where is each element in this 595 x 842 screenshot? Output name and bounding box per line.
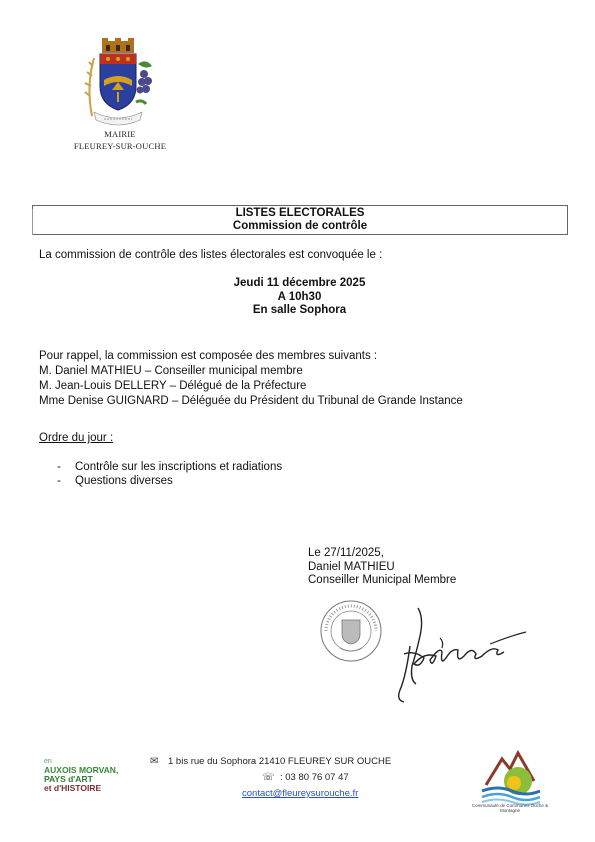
phone-icon: ☏ bbox=[262, 772, 275, 783]
envelope-icon: ✉ bbox=[150, 756, 159, 767]
handwritten-signature bbox=[380, 606, 530, 706]
commune-name: FLEUREY-SUR-OUCHE bbox=[73, 141, 167, 151]
signature-date: Le 27/11/2025, bbox=[308, 547, 384, 559]
signatory-role: Conseiller Municipal Membre bbox=[308, 574, 457, 586]
agenda-item: - Questions diverses bbox=[57, 474, 282, 488]
footer-address: 1 bis rue du Sophora 21410 FLEUREY SUR OUCHE bbox=[168, 756, 392, 767]
convocation-intro: La commission de contrôle des listes électorales est convoquée le : bbox=[39, 249, 383, 261]
signatory-name: Daniel MATHIEU bbox=[308, 560, 395, 573]
coat-of-arms-icon bbox=[78, 36, 158, 128]
members-intro: Pour rappel, la commission est composée des membres suivants : bbox=[39, 350, 378, 362]
footer-phone: : 03 80 76 07 47 bbox=[280, 772, 349, 783]
member-item: M. Jean-Louis DELLERY – Délégué de la Préfecture bbox=[39, 380, 307, 392]
mairie-stamp-icon bbox=[318, 598, 384, 664]
meeting-date: Jeudi 11 décembre 2025 bbox=[233, 277, 366, 289]
logo-line-2: PAYS d'ART bbox=[44, 774, 93, 784]
document-subtitle: Commission de contrôle bbox=[232, 220, 368, 232]
signature-block bbox=[308, 547, 456, 588]
logo-line-3: et d'HISTOIRE bbox=[44, 783, 102, 793]
auxois-morvan-logo bbox=[44, 757, 144, 793]
logo-line-1: AUXOIS MORVAN, bbox=[44, 765, 119, 775]
agenda-item: - Contrôle sur les inscriptions et radiations bbox=[57, 460, 282, 474]
document-title: LISTES ELECTORALES bbox=[235, 207, 365, 219]
logo-prefix: en bbox=[44, 758, 52, 765]
member-item: M. Daniel MATHIEU – Conseiller municipal membre bbox=[39, 365, 303, 377]
document-title-box bbox=[32, 205, 568, 235]
meeting-details bbox=[0, 277, 595, 318]
members-section bbox=[39, 349, 463, 409]
agenda-list bbox=[57, 460, 282, 488]
meeting-time: A 10h30 bbox=[277, 290, 322, 303]
ouche-montagne-caption: Communauté de Communes Ouche & Montagne bbox=[471, 803, 549, 813]
mairie-heading bbox=[55, 128, 185, 152]
agenda-heading: Ordre du jour : bbox=[39, 432, 114, 444]
meeting-place: En salle Sophora bbox=[252, 304, 347, 316]
contact-footer bbox=[150, 754, 450, 802]
mairie-label: MAIRIE bbox=[104, 129, 136, 139]
email-link[interactable]: contact@fleureysurouche.fr bbox=[242, 788, 359, 799]
member-item: Mme Denise GUIGNARD – Déléguée du Président du Tribunal de Grande Instance bbox=[39, 395, 463, 407]
